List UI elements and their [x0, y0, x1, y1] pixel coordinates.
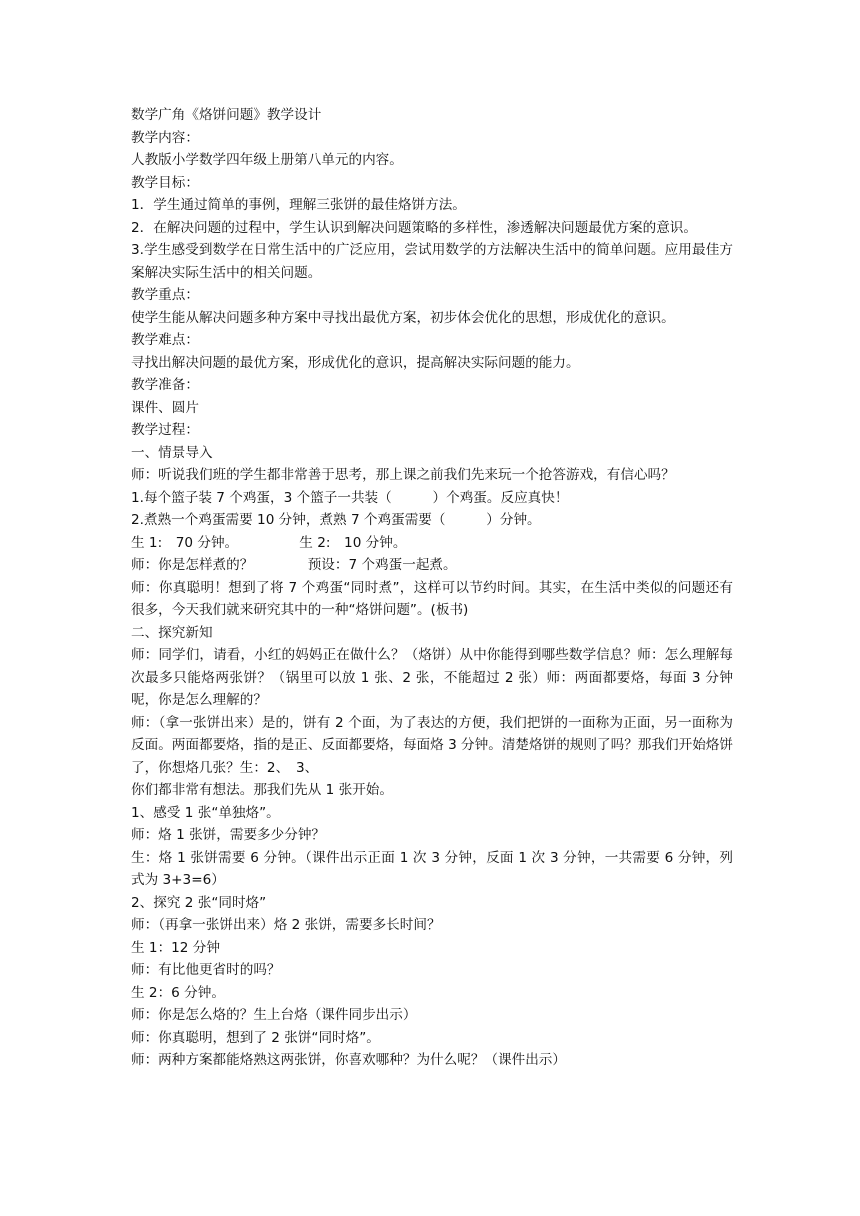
objective-item: 3.学生感受到数学在日常生活中的广泛应用，尝试用数学的方法解决生活中的简单问题。应用最佳方案解决实际生活中的相关问题。 [131, 242, 733, 281]
subsection-heading: 一、情景导入 [131, 444, 213, 461]
dialogue-line: 2.煮熟一个鸡蛋需要 10 分钟，煮熟 7 个鸡蛋需要（ ）分钟。 [131, 512, 541, 528]
dialogue-line: 师：你真聪明，想到了 2 张饼“同时烙”。 [131, 1029, 380, 1046]
section-heading-preparation: 教学准备： [131, 377, 199, 393]
dialogue-line: 师：两种方案都能烙熟这两张饼，你喜欢哪种？为什么呢？（课件出示） [131, 1052, 566, 1068]
paragraph: 寻找出解决问题的最优方案，形成优化的意识，提高解决实际问题的能力。 [131, 354, 580, 371]
section-heading-key-points: 教学重点： [131, 287, 199, 303]
dialogue-line: 你们都非常有想法。那我们先从 1 张开始。 [131, 782, 393, 798]
dialogue-line: 师：有比他更省时的吗？ [131, 962, 281, 978]
dialogue-line: 师：你是怎么烙的？生上台烙（课件同步出示） [131, 1007, 417, 1023]
dialogue-line: 师：听说我们班的学生都非常善于思考，那上课之前我们先来玩一个抢答游戏，有信心吗？ [131, 467, 675, 483]
dialogue-line: 师：你是怎样煮的？ 预设：7 个鸡蛋一起煮。 [131, 557, 457, 573]
dialogue-line: 生：烙 1 张饼需要 6 分钟。（课件出示正面 1 次 3 分钟，反面 1 次 3 分钟，一共需要 6 分钟，列式为 3+3=6） [131, 849, 733, 888]
dialogue-line: 生 1：12 分钟 [131, 939, 220, 956]
dialogue-line: 师：同学们，请看，小红的妈妈正在做什么？（烙饼）从中你能得到哪些数学信息？师：怎么理解每次最多只能烙两张饼？（锅里可以放 1 张、2 张，不能超过 2 张）师：两面都要烙，每面 3 分钟呢，你是怎么理解的？ [131, 647, 733, 708]
document-page [131, 104, 733, 1072]
paragraph: 人教版小学数学四年级上册第八单元的内容。 [131, 152, 403, 168]
objective-item: 2．在解决问题的过程中，学生认识到解决问题策略的多样性，渗透解决问题最优方案的意识。 [131, 219, 697, 236]
dialogue-line: 师：你真聪明！想到了将 7 个鸡蛋“同时煮”，这样可以节约时间。其实，在生活中类似的问题还有很多，今天我们就来研究其中的一种“烙饼问题”。(板书) [131, 579, 733, 618]
objective-item: 1．学生通过简单的事例，理解三张饼的最佳烙饼方法。 [131, 197, 466, 213]
dialogue-line: 生 2：6 分钟。 [131, 984, 225, 1001]
step-heading: 1、感受 1 张“单独烙”。 [131, 804, 280, 821]
dialogue-line: 师：烙 1 张饼，需要多少分钟？ [131, 827, 326, 843]
section-heading-objectives: 教学目标： [131, 174, 199, 191]
section-heading-difficulties: 教学难点： [131, 332, 199, 348]
dialogue-line: 师：（再拿一张饼出来）烙 2 张饼，需要多长时间？ [131, 917, 441, 933]
paragraph: 使学生能从解决问题多种方案中寻找出最优方案，初步体会优化的思想，形成优化的意识。 [131, 309, 675, 326]
dialogue-line: 生 1: 70 分钟。 生 2: 10 分钟。 [131, 534, 407, 551]
section-heading-process: 教学过程： [131, 422, 199, 438]
document-title: 数学广角《烙饼问题》教学设计 [131, 107, 322, 123]
dialogue-line: 1.每个篮子装 7 个鸡蛋，3 个篮子一共装（ ）个鸡蛋。反应真快！ [131, 489, 569, 506]
step-heading: 2、探究 2 张“同时烙” [131, 894, 267, 911]
paragraph: 课件、圆片 [131, 399, 199, 416]
dialogue-line: 师：（拿一张饼出来）是的，饼有 2 个面，为了表达的方便，我们把饼的一面称为正面，另一面称为反面。两面都要烙，指的是正、反面都要烙，每面烙 3 分钟。清楚烙饼的规则了吗？那我们开始烙饼了，你想烙几张？生：2、 3、 [131, 714, 733, 776]
subsection-heading: 二、探究新知 [131, 624, 213, 641]
section-heading-content: 教学内容： [131, 129, 199, 146]
